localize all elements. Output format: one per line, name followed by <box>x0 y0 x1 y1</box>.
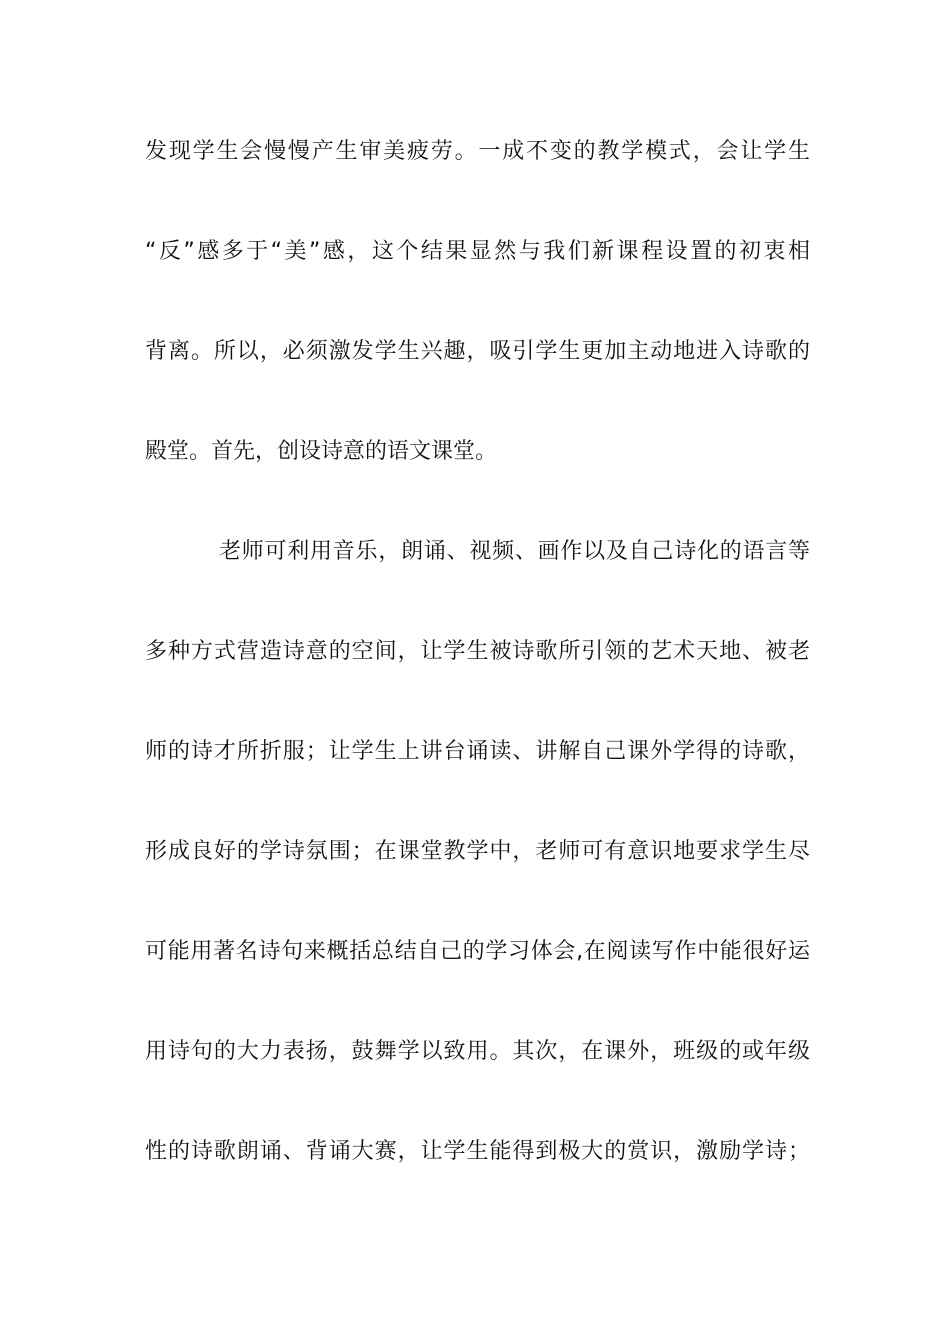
text-line-paragraph-start: 老师可利用音乐，朗诵、视频、画作以及自己诗化的语言等 <box>219 539 810 564</box>
text-line: 发现学生会慢慢产生审美疲劳。一成不变的教学模式，会让学生 <box>145 139 810 164</box>
text-line: 多种方式营造诗意的空间，让学生被诗歌所引领的艺术天地、被老 <box>145 639 810 664</box>
text-line: 性的诗歌朗诵、背诵大赛，让学生能得到极大的赏识，激励学诗； <box>145 1139 810 1164</box>
text-line: 师的诗才所折服；让学生上讲台诵读、讲解自己课外学得的诗歌， <box>145 739 810 764</box>
text-line: 背离。所以，必须激发学生兴趣，吸引学生更加主动地进入诗歌的 <box>145 339 810 364</box>
text-line: 形成良好的学诗氛围；在课堂教学中，老师可有意识地要求学生尽 <box>145 839 810 864</box>
text-line: 用诗句的大力表扬，鼓舞学以致用。其次，在课外，班级的或年级 <box>145 1039 810 1064</box>
text-line: 可能用著名诗句来概括总结自己的学习体会,在阅读写作中能很好运 <box>145 939 810 964</box>
body-text <box>145 132 810 1232</box>
text-line: “反”感多于“美”感，这个结果显然与我们新课程设置的初衷相 <box>145 239 810 264</box>
text-line: 殿堂。首先，创设诗意的语文课堂。 <box>145 439 498 464</box>
